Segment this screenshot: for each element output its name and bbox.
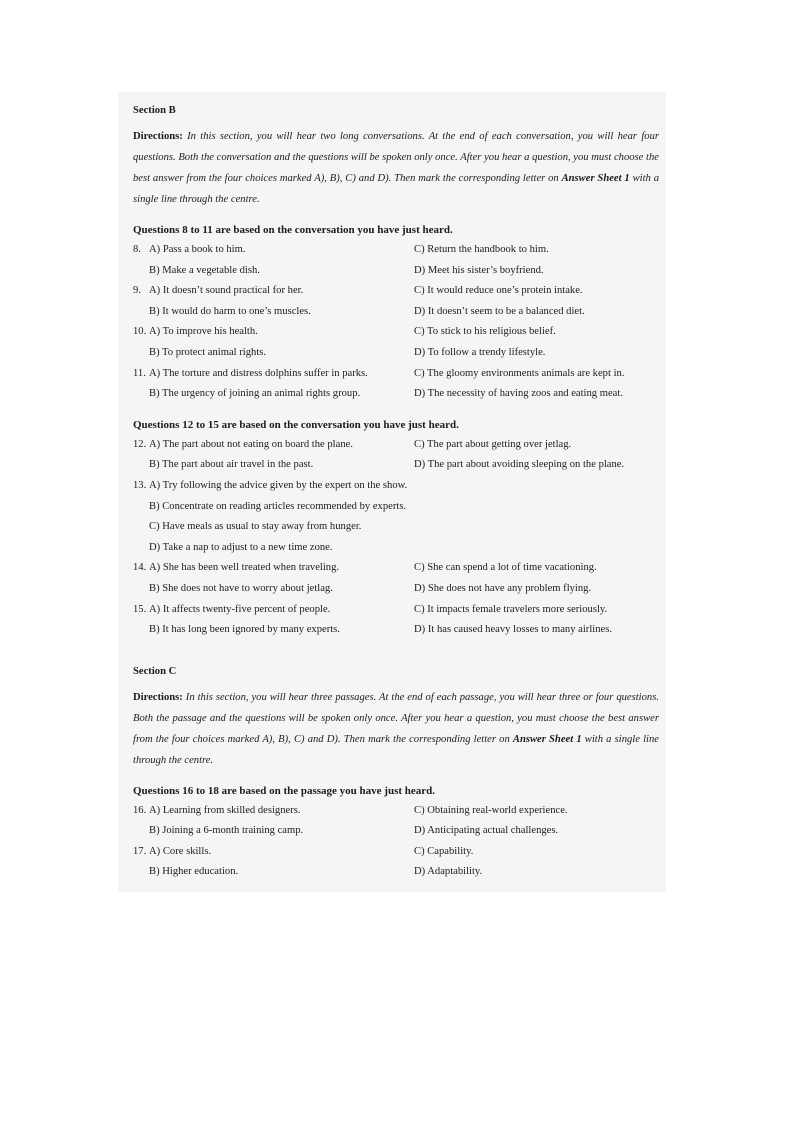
question-17-row-2: [133, 862, 659, 883]
question-10-row-2: [133, 343, 659, 364]
choice-b: B) Higher education.: [149, 866, 239, 878]
question-number: 14.: [133, 562, 147, 574]
question-17-row-1: [133, 842, 659, 863]
question-8-row-1: [133, 240, 659, 261]
choice-b: B) The part about air travel in the past.: [149, 459, 314, 471]
choice-c: C) It would reduce one’s protein intake.: [414, 285, 583, 297]
question-12-row-1: [133, 435, 659, 456]
choice-b: B) It has long been ignored by many experts.: [149, 624, 340, 636]
question-10-row-1: [133, 322, 659, 343]
question-number: 10.: [133, 326, 147, 338]
question-8-row-2: [133, 261, 659, 282]
question-group-heading: Questions 8 to 11 are based on the conversation you have just heard.: [133, 224, 453, 236]
choice-c: C) Capability.: [414, 845, 474, 857]
choice-d: D) The necessity of having zoos and eating meat.: [414, 388, 623, 400]
question-number: 17.: [133, 845, 147, 857]
choice-d: D) Adaptability.: [414, 866, 483, 878]
question-number: 9.: [133, 285, 141, 297]
question-group-heading: Questions 12 to 15 are based on the conversation you have just heard.: [133, 418, 459, 431]
answer-sheet-ref: Answer Sheet 1: [512, 733, 582, 745]
question-number: 13.: [133, 479, 147, 491]
choice-d: D) Anticipating actual challenges.: [414, 825, 559, 837]
choice-a: A) It affects twenty-five percent of people.: [149, 603, 331, 615]
choice-b: B) Joining a 6-month training camp.: [149, 825, 304, 837]
choice-b: B) She does not have to worry about jetlag.: [149, 582, 333, 594]
directions-text-end: with a single line through the centre.: [133, 173, 659, 205]
choice-d: D) To follow a trendy lifestyle.: [414, 346, 546, 358]
question-group-heading: Questions 16 to 18 are based on the passage you have just heard.: [133, 784, 436, 797]
choice-d: D) Meet his sister’s boyfriend.: [414, 264, 544, 276]
question-9-row-1: [133, 281, 659, 302]
choice-a: A) She has been well treated when traveling.: [149, 562, 340, 574]
question-number: 8.: [133, 244, 141, 255]
choice-c: C) Obtaining real-world experience.: [414, 804, 568, 816]
question-16-row-2: [133, 821, 659, 842]
choice-c: C) Have meals as usual to stay away from hunger.: [149, 521, 362, 533]
directions-label: Directions:: [133, 131, 183, 142]
choice-b: B) Concentrate on reading articles recommended by experts.: [149, 500, 407, 512]
choice-d: D) The part about avoiding sleeping on the plane.: [414, 459, 625, 471]
choice-c: C) To stick to his religious belief.: [414, 326, 556, 338]
directions-text: In this section, you will hear three passages. At the end of each passage, you will hear three or four questions. Both the passage and the questions will be spoken only once. After you hear a question, you must choose the best answer from the four choices marked A), B), C) and D). Then mark the corresponding letter on: [133, 691, 659, 745]
directions-label: Directions:: [133, 691, 183, 703]
choice-b: B) To protect animal rights.: [149, 346, 267, 358]
choice-c: C) She can spend a lot of time vacationing.: [414, 562, 597, 574]
question-14-row-2: [133, 579, 659, 600]
choice-a: A) The part about not eating on board the plane.: [149, 438, 353, 450]
choice-b: B) Make a vegetable dish.: [149, 264, 260, 276]
choice-c: C) Return the handbook to him.: [414, 244, 549, 255]
question-number: 12.: [133, 438, 147, 450]
choice-d: D) It doesn’t seem to be a balanced diet.: [414, 305, 585, 317]
exam-content: [133, 104, 659, 883]
choice-a: A) The torture and distress dolphins suffer in parks.: [149, 367, 368, 379]
choice-c: C) The gloomy environments animals are kept in.: [414, 367, 625, 379]
choice-b: B) The urgency of joining an animal rights group.: [149, 388, 361, 400]
section-c-directions: [133, 687, 659, 771]
choice-a: A) It doesn’t sound practical for her.: [149, 285, 304, 297]
choice-c: C) The part about getting over jetlag.: [414, 438, 572, 450]
directions-text-end: with a single line through the centre.: [133, 733, 659, 766]
question-13-choice-a: [133, 476, 659, 497]
section-b-title: Section B: [133, 105, 176, 116]
section-b-directions: [133, 126, 659, 210]
choice-d: D) She does not have any problem flying.: [414, 582, 592, 594]
choice-c: C) It impacts female travelers more seriously.: [414, 603, 608, 615]
directions-text: In this section, you will hear two long conversations. At the end of each conversation, you will hear four questions. Both the conversation and the questions will be spoken only once. After you hear a question, you must choose the best answer from the four choices marked A), B), C) and D). Then mark the corresponding letter on: [133, 131, 659, 184]
question-number: 11.: [133, 367, 146, 379]
question-14-row-1: [133, 558, 659, 579]
choice-a: A) Pass a book to him.: [149, 244, 246, 255]
choice-b: B) It would do harm to one’s muscles.: [149, 305, 311, 317]
choice-a: A) Core skills.: [149, 845, 212, 857]
question-15-row-1: [133, 600, 659, 621]
question-12-row-2: [133, 455, 659, 476]
question-number: 16.: [133, 804, 147, 816]
question-16-row-1: [133, 801, 659, 822]
question-number: 15.: [133, 603, 147, 615]
answer-sheet-ref: Answer Sheet 1: [561, 173, 630, 184]
choice-a: A) Learning from skilled designers.: [149, 804, 301, 816]
question-13-choice-c: [133, 517, 659, 538]
section-c-title: Section C: [133, 665, 177, 677]
question-11-row-2: [133, 384, 659, 405]
question-13-choice-b: [133, 497, 659, 518]
choice-d: D) It has caused heavy losses to many airlines.: [414, 624, 612, 636]
question-11-row-1: [133, 364, 659, 385]
question-9-row-2: [133, 302, 659, 323]
question-15-row-2: [133, 620, 659, 641]
question-13-choice-d: [133, 538, 659, 559]
choice-a: A) To improve his health.: [149, 326, 258, 338]
choice-d: D) Take a nap to adjust to a new time zone.: [149, 541, 333, 553]
choice-a: A) Try following the advice given by the expert on the show.: [149, 479, 408, 491]
